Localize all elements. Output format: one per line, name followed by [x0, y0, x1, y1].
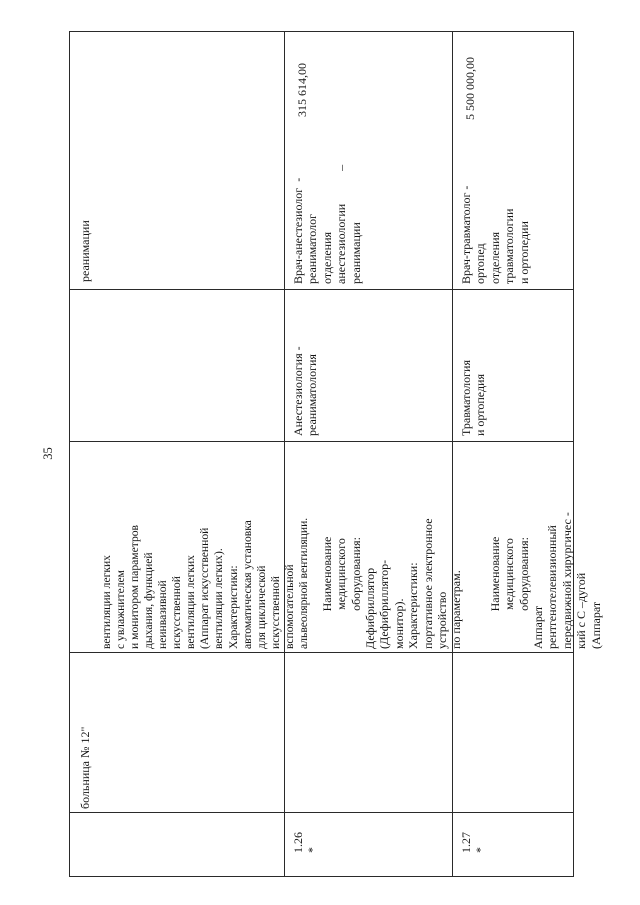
- row-2-equipment-text: [459, 449, 603, 649]
- equipment-line: по параметрам.: [449, 570, 464, 649]
- equipment-line: рентгенотелевизионный: [545, 525, 560, 649]
- equipment-line: вентиляции легких: [100, 555, 114, 649]
- row-1-equipment-cell: [282, 442, 464, 653]
- row-2-position-text: Врач-травматолог - ортопед отделения травматологии и ортопедии: [459, 185, 531, 284]
- row-0-col6-cell: [70, 32, 285, 154]
- equipment-line: оборудования:: [516, 537, 531, 611]
- equipment-line: дыхания, функцией: [142, 552, 156, 649]
- row-1-amount-cell: [285, 32, 453, 154]
- equipment-line: Аппарат: [531, 605, 546, 649]
- row-2-number-cell: [453, 813, 573, 877]
- row-0-institution-text: больница № 12": [78, 726, 92, 809]
- row-0-position-cell: [70, 154, 285, 290]
- equipment-table: [69, 31, 603, 877]
- equipment-line: кий с С –дугой: [574, 572, 589, 649]
- equipment-line: Наименование: [319, 536, 334, 612]
- equipment-line: с увлажнителем: [114, 570, 128, 649]
- equipment-line: альвеолярной вентиляции.: [296, 517, 310, 649]
- row-2-profile-text: Травматология и ортопедия: [459, 360, 488, 436]
- equipment-line: устройство: [435, 591, 450, 649]
- equipment-line: Характеристики:: [226, 565, 240, 649]
- row-2-institution-cell: [453, 653, 573, 813]
- row-1-position-text: Врач-анестезиолог - реаниматолог отделения анестезиологии – реанимации: [291, 164, 363, 284]
- row-2-number-text: 1.27 *: [459, 832, 488, 853]
- row-1-amount-text: 315 614,00: [295, 63, 309, 117]
- equipment-line: вспомогательной: [282, 564, 296, 649]
- page-number: 35: [40, 446, 55, 460]
- equipment-line: вентиляции легких: [184, 555, 198, 649]
- equipment-line: автоматическая установка: [240, 520, 254, 649]
- equipment-line: неинвазивной: [156, 580, 170, 649]
- row-1-number-cell: [285, 813, 453, 877]
- equipment-line: портативное электронное: [420, 518, 435, 649]
- row-0-position-text: реанимации: [78, 220, 92, 282]
- row-1-profile-cell: [285, 290, 453, 442]
- equipment-line: вентиляции легких).: [212, 548, 226, 649]
- row-2-equipment-cell: [453, 442, 603, 653]
- equipment-line: (Дефибриллятор-: [377, 559, 392, 649]
- row-0-equipment-text: [72, 449, 311, 649]
- equipment-line: (Аппарат: [588, 601, 603, 649]
- equipment-line: искусственной: [268, 576, 282, 649]
- row-0-equipment-cell: [70, 442, 310, 653]
- equipment-line: медицинского: [502, 538, 517, 610]
- equipment-line: Дефибриллятор: [363, 567, 378, 649]
- row-1-equipment-text: [291, 449, 464, 649]
- equipment-line: и монитором параметров: [128, 524, 142, 649]
- equipment-line: Характеристики:: [406, 562, 421, 649]
- row-0-number-cell: [70, 813, 285, 877]
- equipment-line: (Аппарат искусственной: [198, 527, 212, 649]
- row-2-amount-cell: [453, 32, 573, 154]
- equipment-line: искусственной: [170, 576, 184, 649]
- equipment-line: Наименование: [487, 536, 502, 612]
- row-0-institution-cell: [70, 653, 285, 813]
- equipment-line: оборудования:: [348, 537, 363, 611]
- row-1-position-cell: [285, 154, 453, 290]
- equipment-line: передвижной хирургичес -: [559, 512, 574, 649]
- row-1-profile-text: Анестезиология - реаниматология: [291, 346, 320, 436]
- row-2-amount-text: 5 500 000,00: [463, 57, 477, 120]
- equipment-line: медицинского: [334, 538, 349, 610]
- equipment-line: для циклической: [254, 565, 268, 649]
- row-1-number-text: 1.26 *: [291, 832, 320, 853]
- row-0-profile-cell: [70, 290, 285, 442]
- row-1-institution-cell: [285, 653, 453, 813]
- row-2-profile-cell: [453, 290, 573, 442]
- row-2-position-cell: [453, 154, 573, 290]
- equipment-line: монитор).: [391, 598, 406, 649]
